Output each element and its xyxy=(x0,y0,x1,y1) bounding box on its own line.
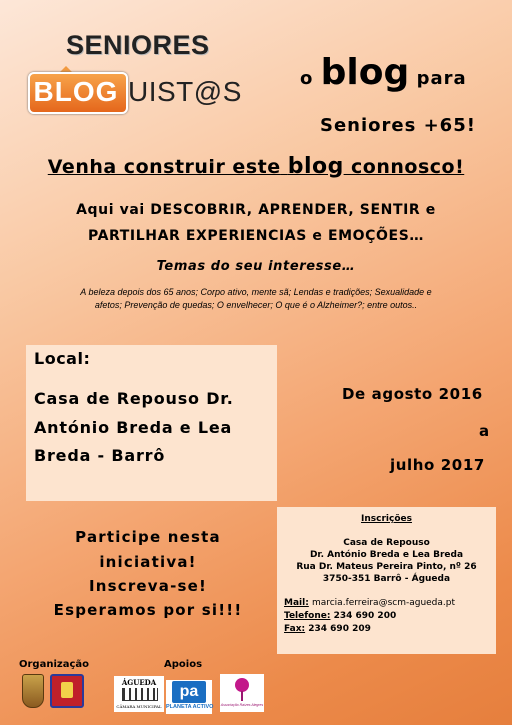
date-end: julho 2017 xyxy=(390,456,485,474)
participe-line: Participe nesta xyxy=(75,528,221,546)
headline xyxy=(300,52,467,93)
participe-line: iniciativa! xyxy=(99,553,197,571)
address-line: Casa de Repouso xyxy=(343,538,430,548)
misericordia-emblem-icon xyxy=(61,682,73,698)
participe-line: Esperamos por si!!! xyxy=(53,601,243,619)
planeta-activo-mark: pa xyxy=(172,681,206,703)
tel-row xyxy=(284,611,396,621)
planeta-activo-logo xyxy=(166,680,212,714)
logo-blog-text: BLOG xyxy=(33,76,119,107)
mail-row xyxy=(284,598,455,608)
address-line: 3750-351 Barrô - Águeda xyxy=(322,574,451,584)
participe-line: Inscreva-se! xyxy=(88,577,208,595)
headline-seniores: Seniores +65! xyxy=(320,115,476,136)
tree-trunk-icon xyxy=(241,691,243,701)
fax-row xyxy=(284,624,371,634)
intro-line-1: Aqui vai DESCOBRIR, APRENDER, SENTIR e xyxy=(76,202,436,218)
date-separator: a xyxy=(479,422,490,440)
mail-value[interactable]: marcia.ferreira@scm-agueda.pt xyxy=(311,598,456,608)
building-icon xyxy=(122,688,158,701)
tel-label: Telefone: xyxy=(284,611,331,621)
fax-label: Fax: xyxy=(284,624,306,634)
intro-line-2: PARTILHAR EXPERIENCIAS e EMOÇÕES… xyxy=(88,228,424,244)
organizacao-label: Organização xyxy=(19,659,89,670)
inscricoes-title: Inscrições xyxy=(361,514,412,524)
venha-blog: blog xyxy=(287,154,344,179)
topics-list: A beleza depois dos 65 anos; Corpo ativo, mente sã; Lendas e tradições; Sexualidade e afetos; Prevenção de quedas; O envelhecer; O que é o Alzheimer?; entre outos.. xyxy=(80,287,432,310)
tree-icon xyxy=(235,678,249,692)
logo-uistas-text: UIST@S xyxy=(128,76,242,107)
temas-heading: Temas do seu interesse… xyxy=(156,259,356,274)
venha-pre: Venha construir este xyxy=(47,156,281,178)
agueda-logo-sub: CÂMARA MUNICIPAL xyxy=(116,704,162,709)
logo-seniores-text: SENIORES xyxy=(66,30,210,60)
local-line: António Breda e Lea xyxy=(34,418,233,437)
planeta-activo-name: PLANETA ACTIVO xyxy=(166,704,214,710)
local-title: Local: xyxy=(34,349,91,368)
tel-value: 234 690 200 xyxy=(333,611,397,621)
misericordia-logo-icon xyxy=(50,674,84,708)
local-line: Breda - Barrô xyxy=(34,446,166,465)
headline-pre: o xyxy=(300,68,314,89)
local-line: Casa de Repouso Dr. xyxy=(34,389,234,408)
venha-heading xyxy=(0,154,512,179)
agueda-logo xyxy=(114,676,164,712)
headline-blog: blog xyxy=(320,52,410,93)
headline-post: para xyxy=(416,68,467,89)
address-line: Dr. António Breda e Lea Breda xyxy=(309,550,464,560)
agueda-logo-name: ÁGUEDA xyxy=(121,678,157,687)
raizes-logo-name: Associação Raízes Alegres xyxy=(220,703,264,707)
address-line: Rua Dr. Mateus Pereira Pinto, nº 26 xyxy=(296,562,477,572)
mail-label: Mail: xyxy=(284,598,309,608)
raizes-logo xyxy=(220,674,264,712)
venha-post: connosco! xyxy=(351,156,465,178)
date-start: De agosto 2016 xyxy=(342,385,483,403)
apoios-label: Apoios xyxy=(164,659,203,670)
coat-of-arms-icon xyxy=(22,674,44,708)
fax-value: 234 690 209 xyxy=(308,624,371,634)
